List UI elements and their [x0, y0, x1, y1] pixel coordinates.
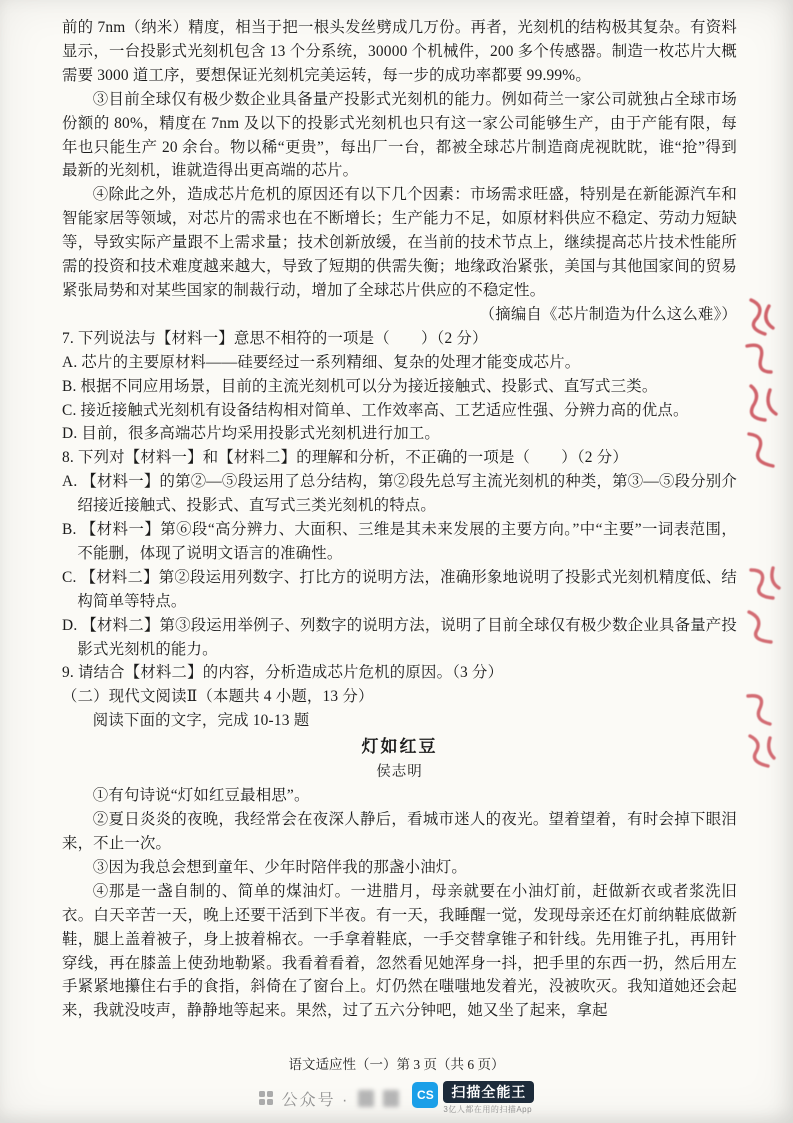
passage-attribution: （摘编自《芯片制造为什么这么难》） — [479, 305, 737, 323]
question-7-stem: 7. 下列说法与【材料一】意思不相符的一项是（ ）（2 分） — [62, 329, 488, 347]
essay-title: 灯如红豆 — [361, 737, 438, 757]
obscured-character — [358, 1090, 374, 1107]
section-instruction: 阅读下面的文字，完成 10-13 题 — [92, 712, 310, 730]
question-9-stem: 9. 请结合【材料二】的内容，分析造成芯片危机的原因。（3 分） — [62, 664, 504, 682]
question-8-option-a: A. 【材料一】的第②—⑤段运用了总分结构，第②段先总写主流光刻机的种类，第③—⑤段分别介绍接近接触式、投影式、直写式三类光刻机的特点。 — [62, 473, 737, 515]
essay-paragraph: ①有句诗说“灯如红豆最相思”。 — [92, 787, 310, 805]
passage-paragraph: ③目前全球仅有极少数企业具备量产投影式光刻机的能力。例如荷兰一家公司就独占全球市场份额的 80%，精度在 7nm 及以下的投影式光刻机也只有这一家公司能够生产，由于产能有限，每年也只能生产 20 余台。物以稀“更贵”，每出厂一台，都被全球芯片制造商虎视眈眈，谁“抢”得到最新的光刻机，谁就造得出更高端的芯片。 — [62, 90, 737, 180]
page-content — [62, 16, 737, 1023]
question-7-option-a: A. 芯片的主要原材料——硅要经过一系列精细、复杂的处理才能变成芯片。 — [62, 353, 581, 371]
camscanner-badge — [412, 1082, 534, 1115]
essay-paragraph: ②夏日炎炎的夜晚，我经常会在夜深人静后，看城市迷人的夜光。望着望着，有时会掉下眼泪来，不止一次。 — [62, 811, 737, 852]
camscanner-logo-icon: CS — [412, 1082, 438, 1108]
camscanner-brand: 扫描全能王 — [443, 1081, 534, 1103]
page-footer: 语文适应性（一）第 3 页（共 6 页） — [288, 1057, 505, 1072]
question-7-option-d: D. 目前，很多高端芯片均采用投影式光刻机进行加工。 — [62, 425, 440, 443]
question-7-option-b: B. 根据不同应用场景，目前的主流光刻机可以分为接近接触式、投影式、直写式三类。 — [62, 377, 658, 395]
question-8-stem: 8. 下列对【材料一】和【材料二】的理解和分析，不正确的一项是（ ）（2 分） — [62, 449, 628, 467]
camscanner-text — [443, 1082, 534, 1115]
essay-author: 侯志明 — [376, 764, 423, 781]
question-8-option-d: D. 【材料二】第③段运用举例子、列数字的说明方法，说明了目前全球仅有极少数企业具备量产投影式光刻机的能力。 — [62, 616, 737, 658]
account-label: 公众号 · — [281, 1091, 350, 1109]
red-ink-mark — [737, 292, 787, 472]
question-8-option-b: B. 【材料一】第⑥段“高分辨力、大面积、三维是其未来发展的主要方向。”中“主要”一词表范围，不能删，体现了说明文语言的准确性。 — [62, 521, 737, 562]
red-ink-mark — [739, 560, 791, 650]
essay-paragraph: ④那是一盏自制的、简单的煤油灯。一进腊月，母亲就要在小油灯前，赶做新衣或者浆洗旧衣。白天辛苦一天，晚上还要干活到下半夜。有一天，我睡醒一觉，发现母亲还在灯前纳鞋底做新鞋，腿上盖着被子，身上披着棉衣。一手拿着鞋底，一手交替拿锥子和针线。先用锥子扎，再用针穿线，再在膝盖上使劲地勒紧。我看着看着，忽然看见她浑身一抖，把手里的东西一扔，然后用左手紧紧地攥住右手的食指，斜倚在了窗台上。灯仍然在嗤嗤地发着光，没被吹灭。我知道她还会起来，我就没吱声，静静地等起来。果然，过了五六分钟吧，她又坐了起来，拿起 — [62, 882, 737, 1020]
red-ink-mark — [738, 686, 784, 776]
camscanner-tagline: 3亿人都在用的扫描App — [443, 1104, 533, 1114]
essay-paragraph: ③因为我总会想到童年、少年时陪伴我的那盏小油灯。 — [92, 858, 467, 876]
question-8-option-c: C. 【材料二】第②段运用列数字、打比方的说明方法，准确形象地说明了投影式光刻机精度低、结构简单等特点。 — [62, 568, 737, 610]
passage-paragraph: ④除此之外，造成芯片危机的原因还有以下几个因素：市场需求旺盛，特别是在新能源汽车和智能家居等领域，对芯片的需求也在不断增长；生产能力不足，如原材料供应不稳定、劳动力短缺等，导致实际产量跟不上需求量；技术创新放缓，在当前的技术节点上，继续提高芯片技术性能所需的投资和技术难度越来越大，导致了短期的供需失衡；地缘政治紧张，美国与其他国家间的贸易紧张局势和对某些国家的制裁行动，增加了全球芯片供应的不稳定性。 — [62, 186, 737, 299]
passage-paragraph: 前的 7nm（纳米）精度，相当于把一根头发丝劈成几万份。再者，光刻机的结构极其复杂。有资料显示，一台投影式光刻机包含 13 个分系统，30000 个机械件，200 多个传感器。制造一枚芯片大概需要 3000 道工序，要想保证光刻机完美运转，每一步的成功率都要 99.99%。 — [62, 19, 737, 84]
question-7-option-c: C. 接近接触式光刻机有设备结构相对简单、工作效率高、工艺适应性强、分辨力高的优点。 — [62, 401, 689, 419]
grid-icon — [259, 1091, 273, 1105]
obscured-character — [383, 1090, 399, 1107]
watermark-row — [0, 1081, 793, 1115]
section-heading: （二）现代文阅读Ⅱ（本题共 4 小题，13 分） — [62, 688, 374, 706]
